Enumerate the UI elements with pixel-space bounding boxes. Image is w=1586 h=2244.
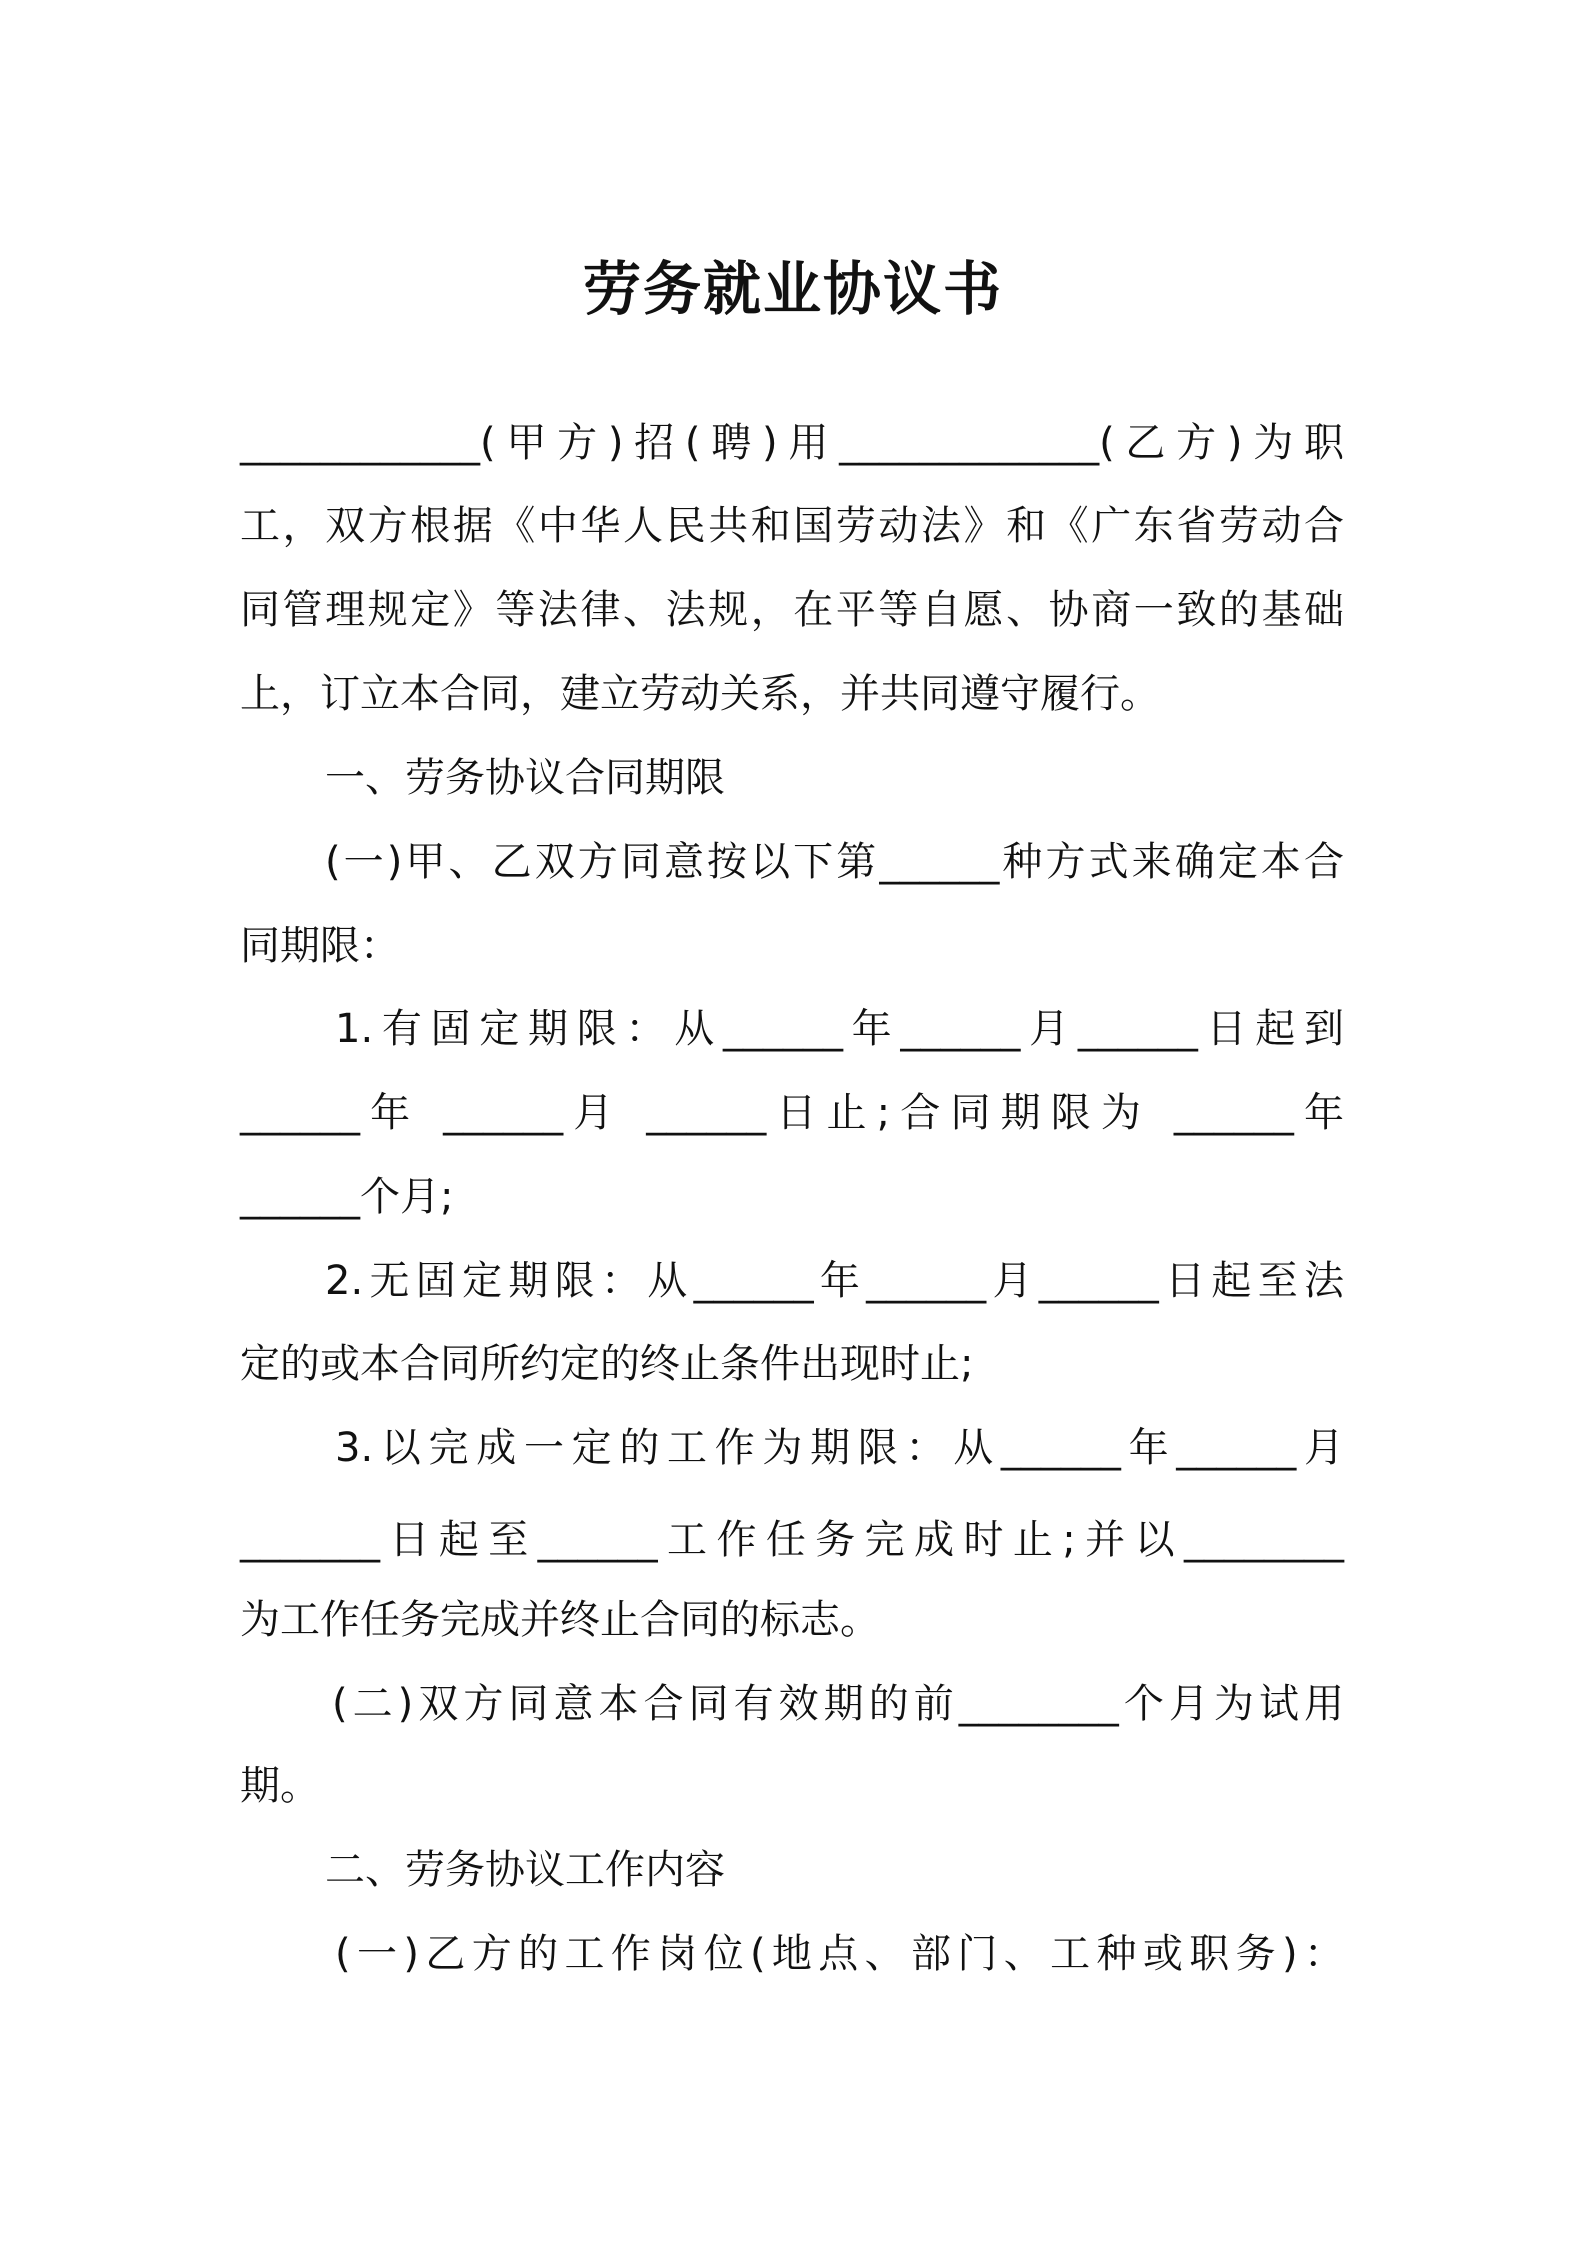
line-parties: ____________(甲方)招(聘)用_____________(乙方)为职 — [240, 420, 1344, 466]
line-basis-3: 上，订立本合同，建立劳动关系，并共同遵守履行。 — [240, 671, 1160, 717]
document-title: 劳务就业协议书 — [582, 255, 1003, 323]
line-task-term: 3.以完成一定的工作为期限：从______年______月 — [335, 1425, 1344, 1471]
line-probation: (二)双方同意本合同有效期的前________个月为试用 — [332, 1681, 1344, 1727]
line-fixed-term: 1.有固定期限：从______年______月______日起到 — [335, 1006, 1344, 1052]
line-fixed-term-2: ______年 ______月 ______日止;合同期限为 ______年 — [240, 1090, 1344, 1136]
line-open-term-2: 定的或本合同所约定的终止条件出现时止; — [240, 1341, 974, 1387]
line-open-term: 2.无固定期限：从______年______月______日起至法 — [325, 1258, 1344, 1304]
line-term-choice: (一)甲、乙双方同意按以下第______种方式来确定本合 — [325, 839, 1344, 885]
line-fixed-term-3: ______个月; — [240, 1174, 454, 1220]
line-probation-2: 期。 — [240, 1763, 320, 1809]
line-basis-2: 同管理规定》等法律、法规，在平等自愿、协商一致的基础 — [240, 587, 1344, 633]
line-term-choice-cont: 同期限： — [240, 923, 400, 969]
section-heading-term: 一、劳务协议合同期限 — [325, 755, 725, 801]
line-work-position: (一)乙方的工作岗位(地点、部门、工种或职务)： — [335, 1931, 1344, 1977]
line-basis-1: 工，双方根据《中华人民共和国劳动法》和《广东省劳动合 — [240, 503, 1344, 549]
line-task-term-2: _______日起至______工作任务完成时止;并以________ — [240, 1517, 1344, 1563]
line-task-term-3: 为工作任务完成并终止合同的标志。 — [240, 1597, 880, 1643]
section-heading-work: 二、劳务协议工作内容 — [325, 1847, 725, 1893]
